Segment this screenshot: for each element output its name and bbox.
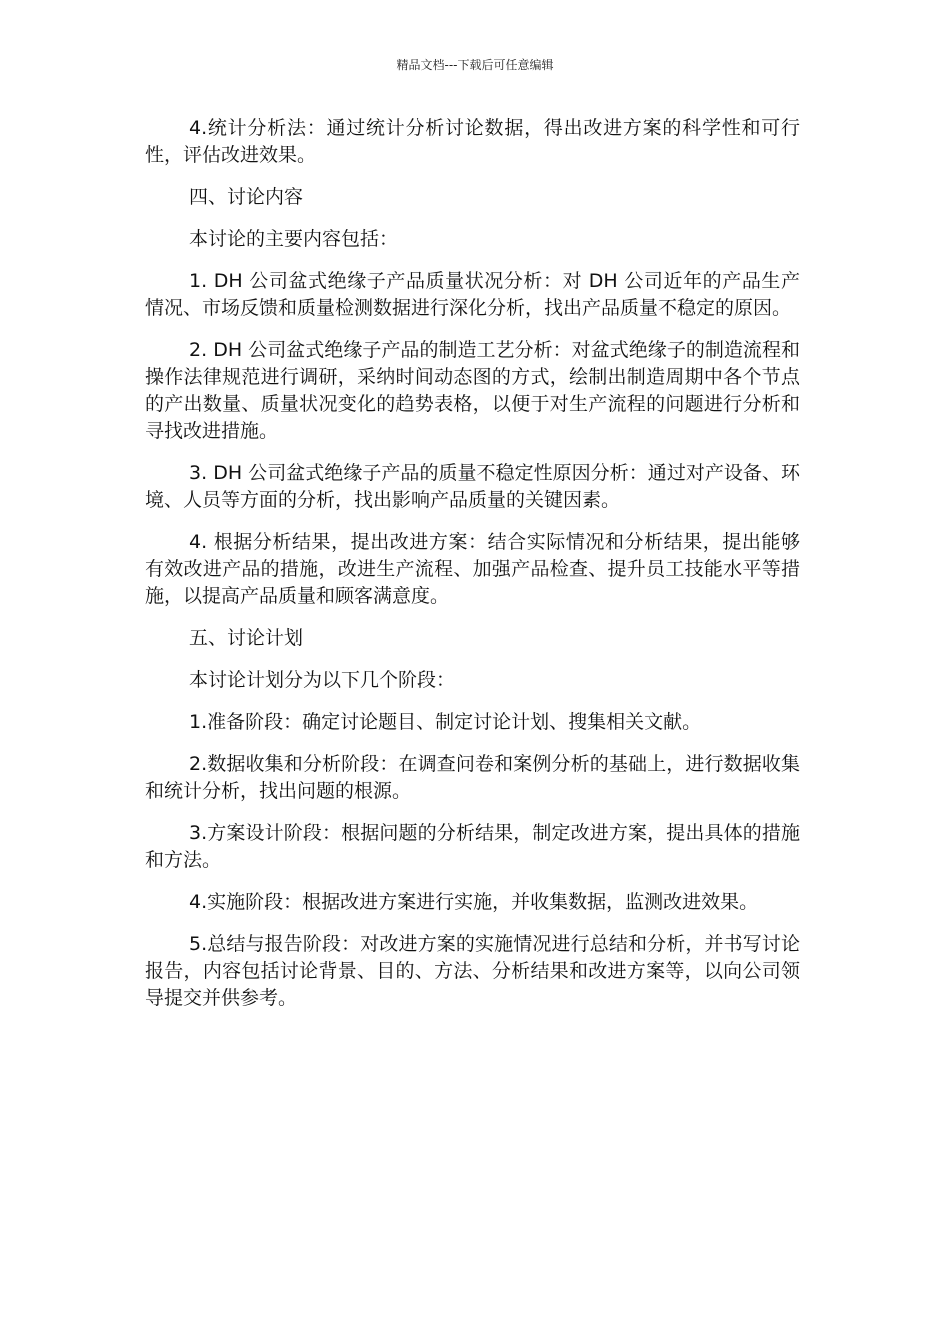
paragraph-content-intro: 本讨论的主要内容包括：: [189, 228, 399, 250]
paragraph-plan-stage-3: 3.方案设计阶段：根据问题的分析结果，制定改进方案，提出具体的措施和方法。: [145, 822, 800, 871]
paragraph-plan-stage-1: 1.准备阶段：确定讨论题目、制定讨论计划、搜集相关文献。: [189, 711, 702, 733]
paragraph-plan-stage-2: 2.数据收集和分析阶段：在调查问卷和案例分析的基础上，进行数据收集和统计分析，找出问题的根源。: [145, 753, 800, 802]
section-heading-discussion-plan: 五、讨论计划: [189, 627, 304, 649]
paragraph-content-item-3: 3. DH 公司盆式绝缘子产品的质量不稳定性原因分析：通过对产设备、环境、人员等方面的分析，找出影响产品质量的关键因素。: [145, 462, 800, 511]
paragraph-plan-stage-5: 5.总结与报告阶段：对改进方案的实施情况进行总结和分析，并书写讨论报告，内容包括讨论背景、目的、方法、分析结果和改进方案等，以向公司领导提交并供参考。: [145, 933, 800, 1009]
paragraph-statistical-method: 4.统计分析法：通过统计分析讨论数据，得出改进方案的科学性和可行性，评估改进效果。: [145, 117, 800, 166]
paragraph-content-item-1: 1. DH 公司盆式绝缘子产品质量状况分析：对 DH 公司近年的产品生产情况、市场反馈和质量检测数据进行深化分析，找出产品质量不稳定的原因。: [145, 270, 800, 319]
section-heading-discussion-content: 四、讨论内容: [189, 186, 304, 208]
page-header: 精品文档---下载后可任意编辑: [396, 58, 554, 72]
paragraph-content-item-2: 2. DH 公司盆式绝缘子产品的制造工艺分析：对盆式绝缘子的制造流程和操作法律规范进行调研，采纳时间动态图的方式，绘制出制造周期中各个节点的产出数量、质量状况变化的趋势表格，以便于对生产流程的问题进行分析和寻找改进措施。: [145, 339, 800, 442]
paragraph-content-item-4: 4. 根据分析结果，提出改进方案：结合实际情况和分析结果，提出能够有效改进产品的措施，改进生产流程、加强产品检查、提升员工技能水平等措施，以提高产品质量和顾客满意度。: [145, 531, 800, 607]
document-body: [145, 115, 800, 1027]
paragraph-plan-intro: 本讨论计划分为以下几个阶段：: [189, 669, 456, 691]
paragraph-plan-stage-4: 4.实施阶段：根据改进方案进行实施，并收集数据，监测改进效果。: [189, 891, 759, 913]
